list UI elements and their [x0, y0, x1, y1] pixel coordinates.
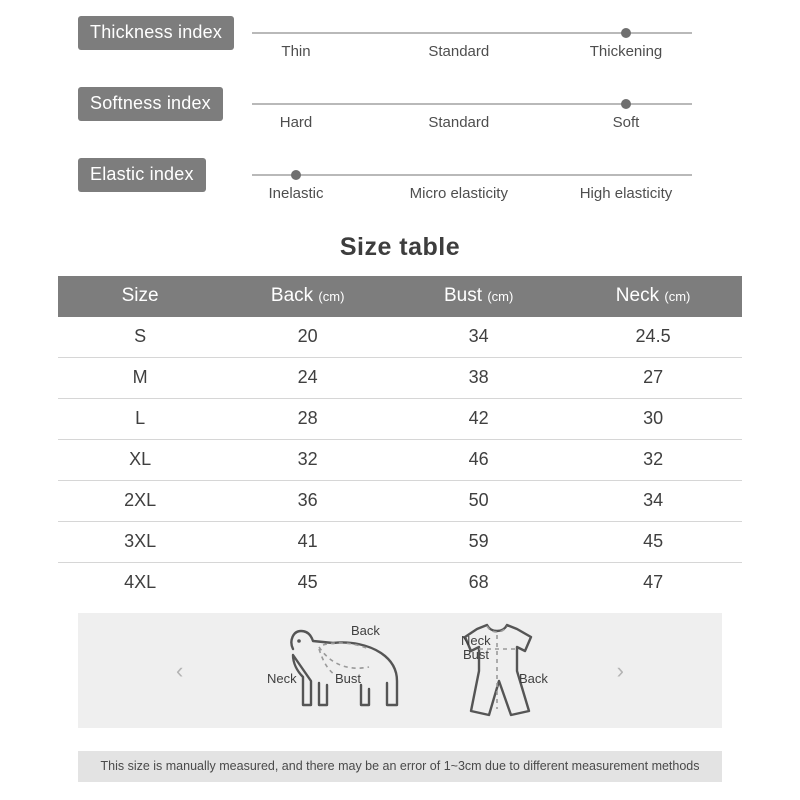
size-table-body — [58, 317, 742, 603]
tick-label: Hard — [279, 114, 313, 131]
index-row-elastic — [0, 150, 800, 221]
slider-thumb[interactable] — [621, 99, 631, 109]
cell-neck: 32 — [564, 440, 742, 481]
dog-outline-icon — [273, 619, 423, 719]
dog-back-label: Back — [351, 623, 380, 638]
thickness-slider[interactable] — [252, 29, 692, 60]
cell-size: M — [58, 358, 222, 399]
cell-back: 28 — [222, 399, 393, 440]
measurement-illustration-panel — [78, 613, 722, 728]
cell-back: 24 — [222, 358, 393, 399]
softness-slider[interactable] — [252, 100, 692, 131]
column-header-unit: (cm) — [318, 289, 345, 304]
tick-label: High elasticity — [579, 185, 673, 202]
dog-bust-label: Bust — [335, 671, 362, 686]
cell-bust: 59 — [393, 522, 564, 563]
tick-label: Thin — [281, 43, 311, 60]
cell-bust: 46 — [393, 440, 564, 481]
shirt-neck-label: Neck — [461, 633, 491, 648]
cell-bust: 42 — [393, 399, 564, 440]
table-row — [58, 317, 742, 358]
cell-neck: 45 — [564, 522, 742, 563]
table-row — [58, 358, 742, 399]
cell-bust: 38 — [393, 358, 564, 399]
cell-back: 45 — [297, 572, 318, 592]
tick-label: Micro elasticity — [409, 185, 508, 202]
column-header-size — [58, 276, 222, 317]
elastic-slider[interactable] — [252, 171, 692, 202]
cell-back: 36 — [222, 481, 393, 522]
cell-neck: 34 — [564, 481, 742, 522]
column-header-neck — [564, 276, 742, 317]
column-header-bust — [393, 276, 564, 317]
tick-label: Standard — [428, 43, 490, 60]
index-section — [0, 0, 800, 221]
cell-back: 41 — [222, 522, 393, 563]
cell-neck: 47 — [643, 572, 664, 592]
slider-thumb[interactable] — [621, 28, 631, 38]
column-header-text: Neck — [615, 285, 660, 306]
index-row-softness — [0, 79, 800, 150]
garment-diagram — [433, 619, 563, 724]
slider-ticks — [252, 114, 692, 136]
cell-back: 20 — [222, 317, 393, 358]
column-header-text: Back — [270, 285, 314, 306]
size-table-wrapper — [58, 276, 742, 603]
cell-neck: 30 — [564, 399, 742, 440]
prev-arrow-icon[interactable]: ‹ — [176, 657, 184, 683]
column-header-unit: (cm) — [664, 289, 691, 304]
cell-size: 3XL — [58, 522, 222, 563]
column-header-back — [222, 276, 393, 317]
cell-bust: 68 — [468, 572, 489, 592]
cell-bust: 34 — [393, 317, 564, 358]
slider-ticks — [252, 185, 692, 207]
size-table — [58, 276, 742, 603]
slider-ticks — [252, 43, 692, 65]
shirt-bust-label: Bust — [463, 647, 490, 662]
shirt-outline-icon — [433, 619, 563, 719]
index-label-softness: Softness index — [78, 87, 223, 121]
index-label-elastic: Elastic index — [78, 158, 206, 192]
column-header-unit: (cm) — [487, 289, 514, 304]
tick-label: Standard — [428, 114, 490, 131]
cell-back: 32 — [222, 440, 393, 481]
tick-label: Inelastic — [268, 185, 324, 202]
table-row — [58, 563, 742, 604]
cell-size: 2XL — [58, 481, 222, 522]
table-row — [58, 399, 742, 440]
size-table-head — [58, 276, 742, 317]
tick-label: Soft — [612, 114, 640, 131]
slider-thumb[interactable] — [291, 170, 301, 180]
cell-neck: 27 — [564, 358, 742, 399]
table-header-row — [58, 276, 742, 317]
table-row — [58, 481, 742, 522]
index-row-thickness — [0, 8, 800, 79]
cell-size: 4XL — [124, 572, 157, 592]
next-arrow-icon[interactable]: › — [616, 657, 624, 683]
dog-diagram — [267, 619, 423, 724]
cell-bust: 50 — [393, 481, 564, 522]
shirt-back-label: Back — [519, 671, 548, 686]
cell-neck: 24.5 — [564, 317, 742, 358]
size-table-title: Size table — [339, 233, 461, 261]
cell-size: XL — [58, 440, 222, 481]
slider-track — [252, 174, 692, 176]
measurement-note: This size is manually measured, and there may be an error of 1~3cm due to different measurement methods — [78, 751, 722, 782]
dog-neck-label: Neck — [267, 671, 297, 686]
column-header-text: Size — [121, 285, 159, 306]
cell-size: S — [58, 317, 222, 358]
index-label-thickness: Thickness index — [78, 16, 234, 50]
table-row — [58, 440, 742, 481]
column-header-text: Bust — [444, 285, 483, 306]
tick-label: Thickening — [589, 43, 663, 60]
cell-size: L — [58, 399, 222, 440]
table-row — [58, 522, 742, 563]
